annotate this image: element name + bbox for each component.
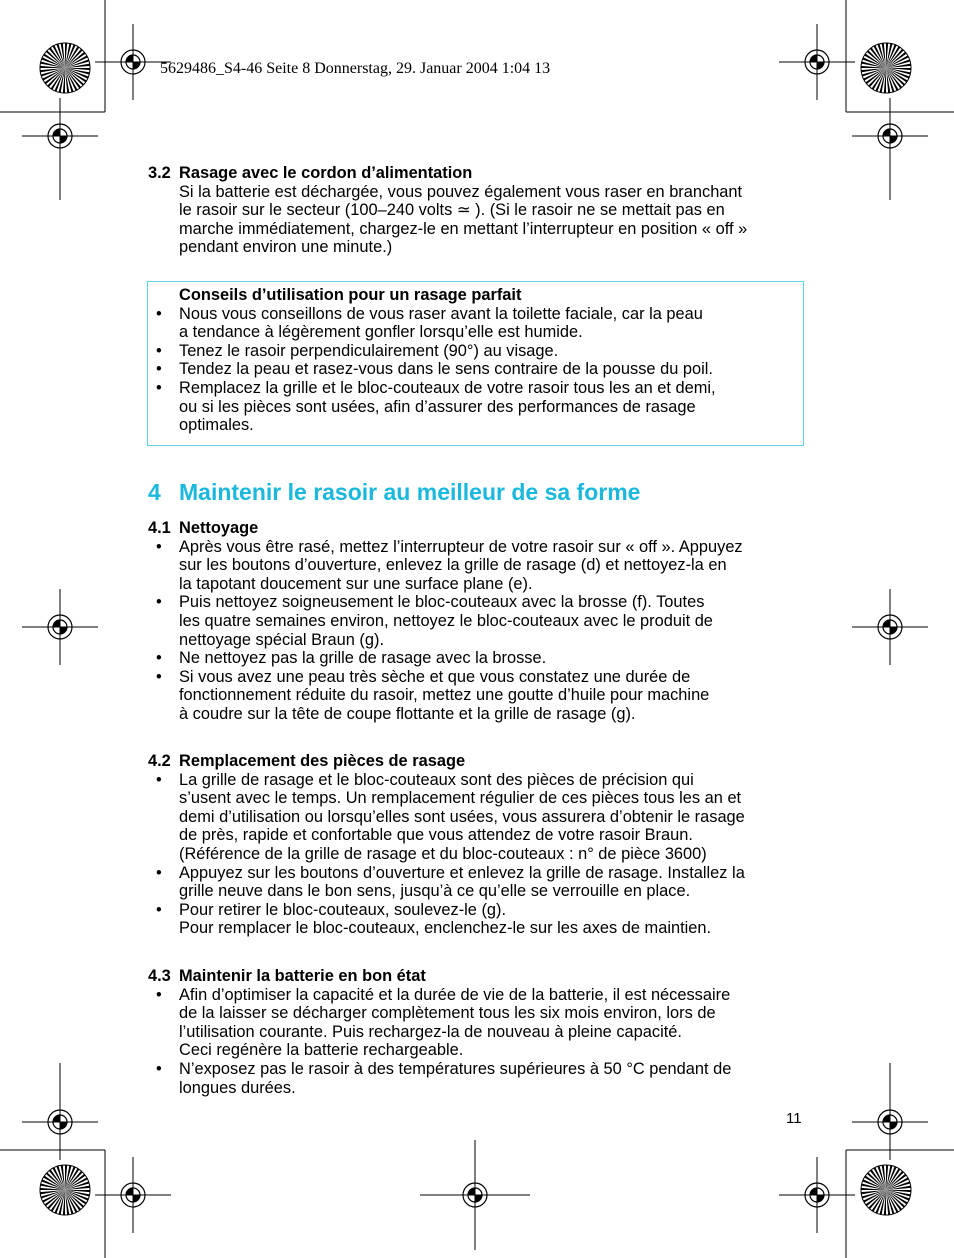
section-number: 4.3 — [148, 967, 171, 985]
list-item-line: l’utilisation courante. Puis rechargez-la de nouveau à pleine capacité. — [179, 1022, 682, 1041]
list-item-line: • Nous vous conseillons de vous raser avant la toilette faciale, car la peau — [179, 304, 703, 323]
list-item-line: • Afin d’optimiser la capacité et la durée de vie de la batterie, il est nécessaire — [179, 985, 731, 1004]
list-item-line: demi d’utilisation ou lorsqu’elles sont usées, vous assurera d’obtenir le rasage — [179, 807, 745, 826]
list-item-line: nettoyage spécial Braun (g). — [179, 630, 385, 649]
paragraph-line: Si la batterie est déchargée, vous pouvez également vous raser en branchant — [179, 182, 743, 201]
section-4-1 — [148, 519, 808, 724]
section-3-2 — [148, 164, 808, 257]
section-4-2 — [148, 752, 808, 938]
list-item-line: fonctionnement réduite du rasoir, mettez une goutte d’huile pour machine — [179, 686, 710, 705]
list-item-line: • La grille de rasage et le bloc-couteaux sont des pièces de précision qui — [179, 770, 694, 789]
list-item-line: optimales. — [179, 416, 254, 435]
list-item-line: à coudre sur la tête de coupe flottante et la grille de rasage (g). — [179, 704, 636, 723]
list-item-line: • Ne nettoyez pas la grille de rasage avec la brosse. — [179, 649, 547, 668]
chapter-title: Maintenir le rasoir au meilleur de sa forme — [179, 479, 641, 505]
list-item-line: Pour remplacer le bloc-couteaux, enclenchez-le sur les axes de maintien. — [179, 919, 712, 938]
list-item-line: Ceci regénère la batterie rechargeable. — [179, 1041, 464, 1060]
section-title: Rasage avec le cordon d’alimentation — [179, 164, 473, 182]
section-title: Nettoyage — [179, 519, 259, 537]
list-item-line: • Après vous être rasé, mettez l’interrupteur de votre rasoir sur « off ». Appuyez — [179, 537, 743, 556]
list-item-line: • N’exposez pas le rasoir à des températures supérieures à 50 °C pendant de — [179, 1059, 732, 1078]
section-number: 3.2 — [148, 164, 171, 182]
section-4-3 — [148, 967, 808, 1097]
list-item — [148, 668, 808, 724]
paragraph-line: pendant environ une minute.) — [179, 238, 393, 257]
list-item — [148, 771, 808, 864]
print-header: 5629486_S4-46 Seite 8 Donnerstag, 29. Januar 2004 1:04 13 — [160, 60, 551, 77]
tips-title: Conseils d’utilisation pour un rasage parfait — [179, 286, 522, 304]
chapter-number: 4 — [148, 479, 161, 505]
list-item-line: • Puis nettoyez soigneusement le bloc-couteaux avec la brosse (f). Toutes — [179, 593, 705, 612]
section-heading — [148, 967, 808, 986]
list-item-line: • Tendez la peau et rasez-vous dans le sens contraire de la pousse du poil. — [179, 360, 713, 379]
list-item-line: les quatre semaines environ, nettoyez le bloc-couteaux avec le produit de — [179, 611, 713, 630]
section-heading — [148, 752, 808, 771]
section-title: Maintenir la batterie en bon état — [179, 967, 426, 985]
list-item-line: • Pour retirer le bloc-couteaux, soulevez-le (g). — [179, 900, 507, 919]
list-item-line: • Si vous avez une peau très sèche et que vous constatez une durée de — [179, 667, 691, 686]
list-item — [148, 901, 808, 938]
paragraph-line: le rasoir sur le secteur (100–240 volts ≃ ). (Si le rasoir ne se mettait pas en — [179, 201, 725, 220]
list-item-line: ou si les pièces sont usées, afin d’assurer des performances de rasage — [179, 397, 696, 416]
list-item — [148, 864, 808, 901]
paragraph-line: marche immédiatement, chargez-le en mettant l’interrupteur en position « off » — [179, 219, 748, 238]
tips-box — [147, 281, 804, 446]
list-item — [148, 379, 803, 435]
section-heading — [148, 519, 808, 538]
list-item — [148, 538, 808, 594]
list-item — [148, 649, 808, 668]
list-item-line: • Appuyez sur les boutons d’ouverture et enlevez la grille de rasage. Installez la — [179, 863, 745, 882]
list-item-line: sur les boutons d’ouverture, enlevez la grille de rasage (d) et nettoyez-la en — [179, 556, 727, 575]
list-item — [148, 305, 803, 342]
list-item-line: s’usent avec le temps. Un remplacement régulier de ces pièces tous les an et — [179, 789, 742, 808]
chapter-heading — [148, 479, 640, 506]
section-list — [148, 771, 808, 938]
page-number: 11 — [786, 1110, 802, 1127]
section-list — [148, 986, 808, 1098]
list-item — [148, 360, 803, 379]
section-paragraph — [148, 183, 808, 257]
section-number: 4.1 — [148, 519, 171, 537]
tips-list — [148, 305, 803, 435]
list-item — [148, 593, 808, 649]
list-item — [148, 986, 808, 1060]
list-item-line: (Référence de la grille de rasage et du bloc-couteaux : n° de pièce 3600) — [179, 844, 707, 863]
section-heading — [148, 164, 808, 183]
list-item — [148, 1060, 808, 1097]
list-item-line: de la laisser se décharger complètement tous les six mois environ, lors de — [179, 1004, 716, 1023]
list-item-line: de près, rapide et confortable que vous attendez de votre rasoir Braun. — [179, 826, 693, 845]
list-item-line: • Remplacez la grille et le bloc-couteaux de votre rasoir tous les an et demi, — [179, 378, 716, 397]
list-item-line: longues durées. — [179, 1078, 296, 1097]
list-item — [148, 342, 803, 361]
list-item-line: grille neuve dans le bon sens, jusqu’à ce qu’elle se verrouille en place. — [179, 882, 691, 901]
list-item-line: la tapotant doucement sur une surface plane (e). — [179, 574, 533, 593]
section-list — [148, 538, 808, 724]
section-title: Remplacement des pièces de rasage — [179, 752, 466, 770]
list-item-line: • Tenez le rasoir perpendiculairement (90°) au visage. — [179, 341, 559, 360]
section-number: 4.2 — [148, 752, 171, 770]
list-item-line: a tendance à légèrement gonfler lorsqu’elle est humide. — [179, 323, 583, 342]
